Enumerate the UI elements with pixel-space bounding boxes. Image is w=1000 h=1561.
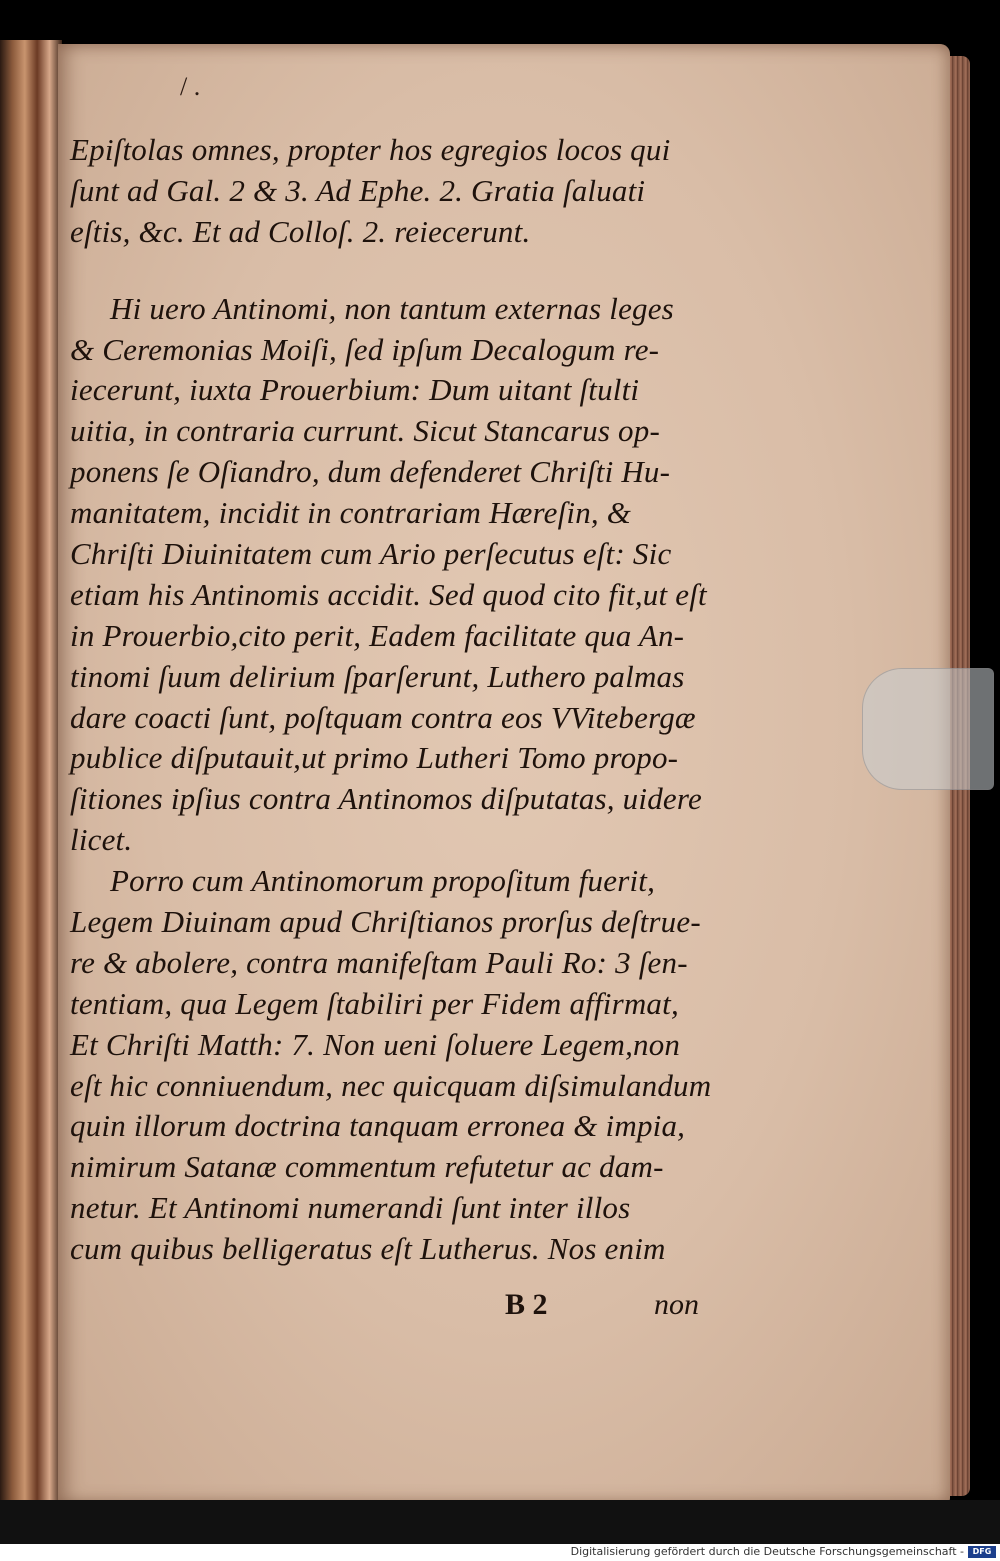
text-line: manitatem, incidit in contrariam Hæreſin, & (70, 495, 632, 531)
text-line: etiam his Antinomis accidit. Sed quod cito fit,ut eſt (70, 576, 707, 612)
text-line: eſtis, &c. Et ad Colloſ. 2. reiecerunt. (70, 213, 531, 249)
text-line: Et Chriſti Matth: 7. Non ueni ſoluere Legem,non (70, 1026, 681, 1062)
text-line: dare coacti ſunt, poſtquam contra eos VVitebergæ (70, 699, 696, 735)
text-line: tentiam, qua Legem ſtabiliri per Fidem affirmat, (70, 985, 679, 1021)
text-line: ſunt ad Gal. 2 & 3. Ad Ephe. 2. Gratia ſaluati (70, 172, 646, 208)
dfg-logo: DFG (968, 1546, 996, 1558)
text-line: in Prouerbio,cito perit, Eadem facilitate qua An- (70, 617, 685, 653)
paragraph-2 (70, 289, 750, 861)
text-line: publice diſputauit,ut primo Lutheri Tomo propo- (70, 740, 679, 776)
text-line: nimirum Satanæ commentum refutetur ac dam- (70, 1149, 664, 1185)
text-line: licet. (70, 822, 133, 858)
text-line: Legem Diuinam apud Chriſtianos prorſus deſtrue- (70, 904, 701, 940)
book-spine-edge (0, 40, 62, 1560)
text-line: Epiſtolas omnes, propter hos egregios locos qui (70, 132, 671, 167)
text-line: re & abolere, contra manifeſtam Pauli Ro: 3 ſen- (70, 944, 688, 980)
text-line: quin illorum doctrina tanquam erronea & impia, (70, 1108, 686, 1144)
book-bottom-shadow (0, 1500, 1000, 1544)
paragraph-1 (70, 130, 750, 253)
text-line: netur. Et Antinomi numerandi ſunt inter illos (70, 1190, 631, 1226)
text-line: tinomi ſuum delirium ſparſerunt, Luthero palmas (70, 658, 685, 694)
footer-bar (0, 1544, 1000, 1561)
page-text (70, 130, 750, 1270)
text-line: ſitiones ipſius contra Antinomos diſputatas, uidere (70, 781, 702, 817)
text-line: Porro cum Antinomorum propoſitum fuerit, (110, 863, 656, 899)
text-line: cum quibus belligeratus eſt Lutherus. Nos enim (70, 1231, 666, 1267)
text-line: Hi uero Antinomi, non tantum externas leges (110, 290, 674, 326)
footer-credit: Digitalisierung gefördert durch die Deutsche Forschungsgemeinschaft - (570, 1545, 964, 1558)
catchword: non (654, 1288, 699, 1321)
text-line: uitia, in contraria currunt. Sicut Stancarus op- (70, 413, 660, 449)
signature-mark: B 2 (505, 1288, 548, 1321)
text-line: Chriſti Diuinitatem cum Ario perſecutus eſt: Sic (70, 536, 672, 572)
text-line: eſt hic conniuendum, nec quicquam diſsimulandum (70, 1067, 712, 1103)
text-line: ponens ſe Oſiandro, dum defenderet Chriſti Hu- (70, 454, 671, 490)
paragraph-3 (70, 861, 750, 1270)
text-line: iecerunt, iuxta Prouerbium: Dum uitant ſtulti (70, 372, 640, 408)
top-mark: / . (180, 72, 201, 101)
page-clip (862, 668, 994, 790)
text-line: & Ceremonias Moiſi, ſed ipſum Decalogum re- (70, 331, 660, 367)
